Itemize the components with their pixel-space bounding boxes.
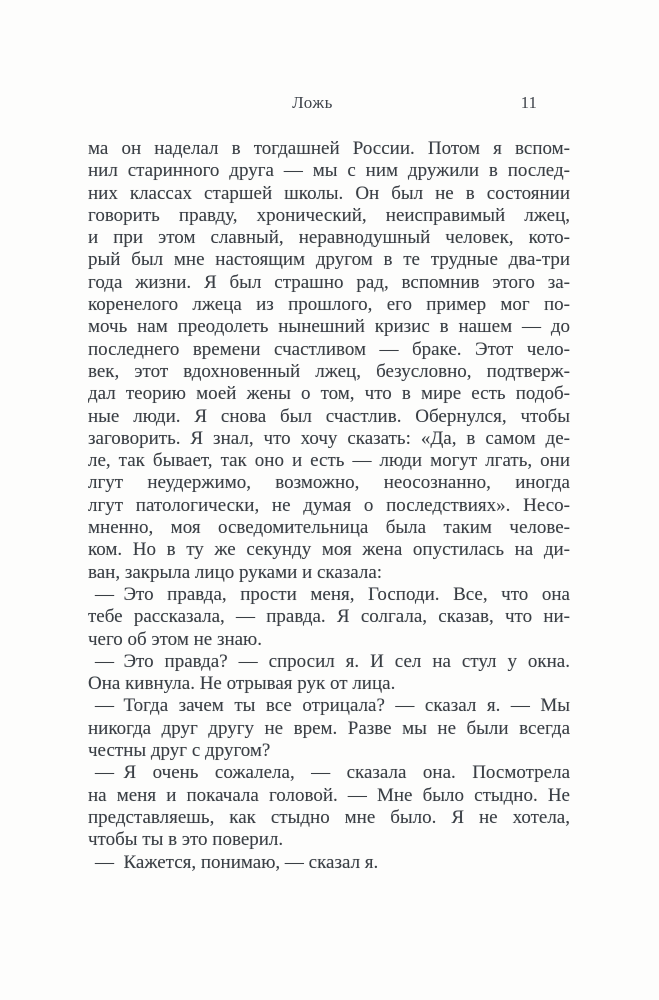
running-header [88, 93, 537, 115]
text-line: нил старинного друга — мы с ним дружили в послед- [88, 160, 570, 182]
text-line: последнего времени счастливом — браке. Этот чело- [88, 338, 570, 360]
text-line: заговорить. Я знал, что хочу сказать: «Да, в самом де- [88, 427, 570, 449]
text-line: представляешь, как стыдно мне было. Я не хотела, [88, 806, 570, 828]
text-line: лгут неудержимо, возможно, неосознанно, иногда [88, 472, 570, 494]
text-line: Она кивнула. Не отрывая рук от лица. [88, 673, 396, 695]
text-line: говорить правду, хронический, неисправимый лжец, [88, 204, 570, 226]
text-line: чего об этом не знаю. [88, 628, 262, 650]
text-line: ма он наделал в тогдашней России. Потом я вспом- [88, 138, 570, 159]
text-line: тебе рассказала, — правда. Я солгала, сказав, что ни- [88, 606, 570, 628]
text-line: на меня и покачала головой. — Мне было стыдно. Не [88, 784, 570, 806]
text-line: ван, закрыла лицо руками и сказала: [88, 561, 383, 583]
text-line: — Я очень сожалела, — сказала она. Посмотрела [95, 762, 570, 784]
text-line: года жизни. Я был страшно рад, вспомнив этого за- [88, 271, 570, 293]
text-line: честны друг с другом? [88, 740, 271, 762]
text-line: лгут патологически, не думая о последствиях». Несо- [88, 494, 570, 516]
text-line: них классах старшей школы. Он был не в состоянии [88, 182, 570, 204]
page-number: 11 [520, 93, 537, 112]
text-line: коренелого лжеца из прошлого, его пример мог по- [88, 294, 570, 316]
running-header-title: Ложь [292, 93, 333, 112]
text-line: — Это правда, прости меня, Господи. Все, что она [95, 583, 570, 605]
text-line: мочь нам преодолеть нынешний кризис в нашем — до [88, 316, 570, 338]
text-line: и при этом славный, неравнодушный человек, кото- [88, 227, 570, 249]
text-block [88, 138, 570, 874]
text-line: — Тогда зачем ты все отрицала? — сказал я. — Мы [95, 695, 570, 717]
text-line: ные люди. Я снова был счастлив. Обернулся, чтобы [88, 405, 570, 427]
text-line: чтобы ты в это поверил. [88, 829, 284, 851]
text-line: дал теорию моей жены о том, что в мире есть подоб- [88, 383, 570, 405]
text-line: — Кажется, понимаю, — сказал я. [95, 851, 379, 873]
text-line: — Это правда? — спросил я. И сел на стул у окна. [95, 650, 570, 672]
text-line: рый был мне настоящим другом в те трудные два-три [88, 249, 570, 271]
text-line: ле, так бывает, так оно и есть — люди могут лгать, они [88, 450, 570, 472]
text-line: век, этот вдохновенный лжец, безусловно, подтверж- [88, 360, 570, 382]
text-line: мненно, моя осведомительница была таким челове- [88, 517, 570, 539]
text-line: ком. Но в ту же секунду моя жена опустилась на ди- [88, 539, 570, 561]
text-line: никогда друг другу не врем. Разве мы не были всегда [88, 717, 570, 739]
